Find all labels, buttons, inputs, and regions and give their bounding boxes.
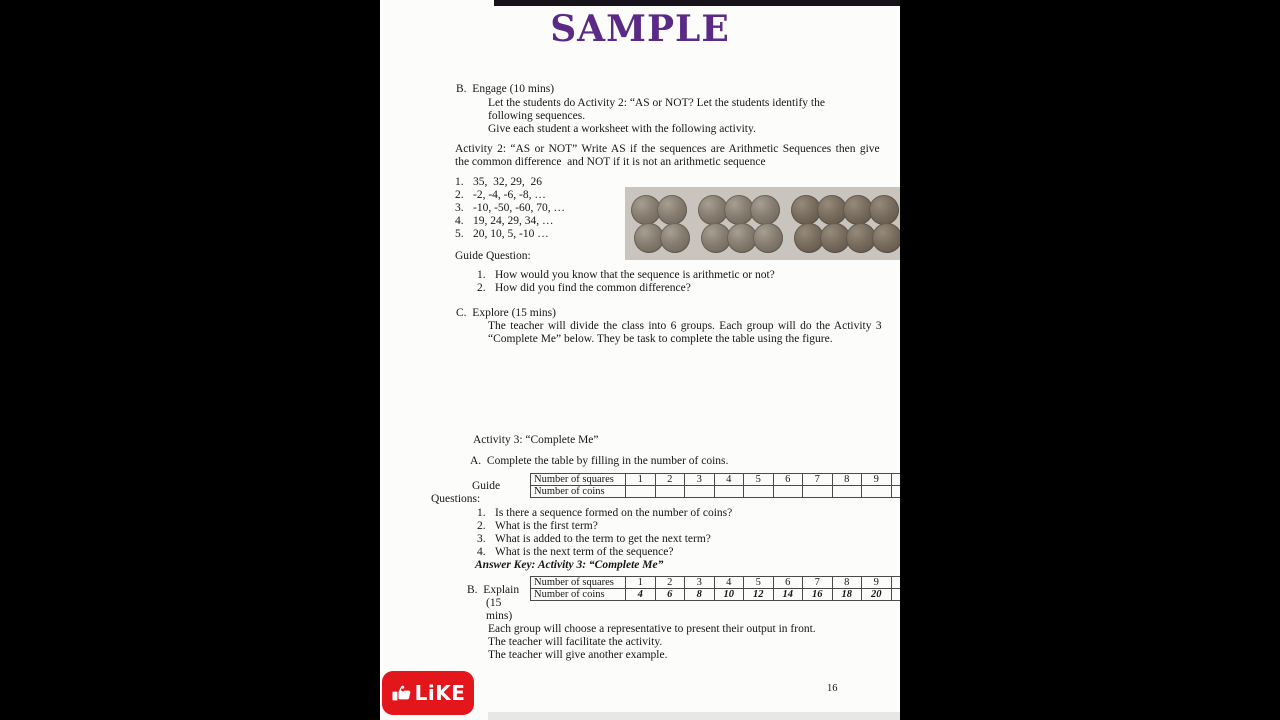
explore-line: The teacher will divide the class into 6 groups. Each group will do the Activity 3 [488,320,882,332]
sample-watermark: SAMPLE [550,8,730,50]
table-cell-clipped [891,589,900,601]
explain-heading: (15 [486,597,502,609]
activity3-question [477,533,711,546]
table-cell [773,486,803,498]
engage-line: following sequences. [488,110,586,122]
coin-group [791,195,900,253]
list-number: 2. [477,520,486,532]
answer-key-table [530,576,900,601]
list-number: 2. [477,282,486,294]
table-cell: 1 [626,577,656,589]
table [530,576,900,601]
answer-key-heading: Answer Key: Activity 3: “Complete Me” [475,559,664,571]
table-cell: 10 [714,589,744,601]
table-cell: 14 [773,589,803,601]
coin-icon [660,223,690,253]
table-cell-clipped [891,577,900,589]
table-cell: 4 [626,589,656,601]
table-cell [714,486,744,498]
bottom-edge-strip [488,712,900,720]
list-text: -2, -4, -6, -8, … [473,189,546,201]
table-cell: 6 [655,589,685,601]
list-number: 1. [455,176,464,188]
page-number: 16 [827,683,838,694]
list-number: 2. [455,189,464,201]
table-cell: 4 [714,577,744,589]
table-cell: 12 [744,589,774,601]
explain-line: The teacher will give another example. [488,649,668,661]
table-cell: 7 [803,577,833,589]
table-row-label: Number of squares [531,474,626,486]
guide-question-item [477,282,691,295]
table-cell: 9 [862,577,892,589]
list-text: What is added to the term to get the next term? [495,533,711,545]
guide-questions-label: Questions: [431,493,481,505]
coin-row [701,223,783,253]
coin-group [698,195,783,253]
explain-heading: mins) [486,610,513,622]
document-page [380,0,900,720]
table-cell-clipped [891,474,900,486]
coin-row [634,223,690,253]
coin-group [631,195,690,253]
table-cell: 8 [832,474,862,486]
activity2-list-item [455,228,549,241]
table-cell: 6 [773,474,803,486]
coin-row [698,195,783,225]
coin-icon [657,195,687,225]
table-cell: 5 [744,474,774,486]
list-number: 3. [477,533,486,545]
guide-question-heading: Guide Question: [455,250,531,262]
table-cell: 3 [685,577,715,589]
coin-icon [750,195,780,225]
table-cell [626,486,656,498]
activity2-list-item [455,202,565,215]
list-number: 1. [477,507,486,519]
table-row-label: Number of coins [531,589,626,601]
explore-line: “Complete Me” below. They be task to complete the table using the figure. [488,333,833,345]
list-text: 19, 24, 29, 34, … [473,215,554,227]
like-badge [382,671,474,715]
table-cell-clipped [891,486,900,498]
table-cell [862,486,892,498]
coin-icon [869,195,899,225]
table-row-label: Number of squares [531,577,626,589]
table-cell: 1 [626,474,656,486]
table-cell: 2 [655,474,685,486]
activity-table [530,473,900,498]
guide-questions-label: Guide [472,480,501,492]
list-text: Is there a sequence formed on the number of coins? [495,507,733,519]
activity2-intro-line: Activity 2: “AS or NOT” Write AS if the sequences are Arithmetic Sequences then give [455,143,880,155]
table-cell [803,486,833,498]
table-cell [832,486,862,498]
list-text: 20, 10, 5, -10 … [473,228,549,240]
table-cell: 4 [714,474,744,486]
activity3-instruction: A. Complete the table by filling in the number of coins. [470,455,729,467]
guide-question-item [477,269,775,282]
list-number: 4. [477,546,486,558]
explore-heading: C. Explore (15 mins) [456,307,556,319]
engage-heading: B. Engage (10 mins) [456,83,555,95]
list-text: What is the first term? [495,520,598,532]
thumbs-up-icon [391,682,413,704]
table-cell: 8 [685,589,715,601]
like-label: LiKE [414,681,466,705]
activity2-list-item [455,176,542,189]
table-cell: 8 [832,577,862,589]
table-cell: 7 [803,474,833,486]
table [530,473,900,498]
list-text: -10, -50, -60, 70, … [473,202,565,214]
list-number: 1. [477,269,486,281]
list-number: 4. [455,215,464,227]
activity2-intro-line: the common difference and NOT if it is not an arithmetic sequence [455,156,766,168]
table-cell [655,486,685,498]
activity3-question [477,546,674,559]
list-text: How did you find the common difference? [495,282,691,294]
table-cell: 3 [685,474,715,486]
explain-heading: B. Explain [467,584,520,596]
top-edge-band [494,0,900,6]
table-cell: 18 [832,589,862,601]
activity2-list-item [455,215,554,228]
explain-line: The teacher will facilitate the activity. [488,636,663,648]
list-text: What is the next term of the sequence? [495,546,674,558]
list-text: 35, 32, 29, 26 [473,176,542,188]
table-cell [685,486,715,498]
coin-row [631,195,690,225]
list-number: 5. [455,228,464,240]
table-cell: 9 [862,474,892,486]
coin-icon [753,223,783,253]
table-cell: 5 [744,577,774,589]
engage-line: Let the students do Activity 2: “AS or NOT? Let the students identify the [488,97,825,109]
explain-line: Each group will choose a representative to present their output in front. [488,623,816,635]
table-cell: 20 [862,589,892,601]
table-cell: 16 [803,589,833,601]
table-cell [744,486,774,498]
coin-row [794,223,900,253]
coin-row [791,195,900,225]
coins-photo [625,187,900,260]
engage-line: Give each student a worksheet with the following activity. [488,123,756,135]
table-cell: 2 [655,577,685,589]
activity2-list-item [455,189,546,202]
table-row-label: Number of coins [531,486,626,498]
coin-icon [872,223,900,253]
list-text: How would you know that the sequence is arithmetic or not? [495,269,775,281]
table-cell: 6 [773,577,803,589]
activity3-question [477,520,598,533]
activity3-title: Activity 3: “Complete Me” [473,434,599,446]
list-number: 3. [455,202,464,214]
activity3-question [477,507,732,520]
